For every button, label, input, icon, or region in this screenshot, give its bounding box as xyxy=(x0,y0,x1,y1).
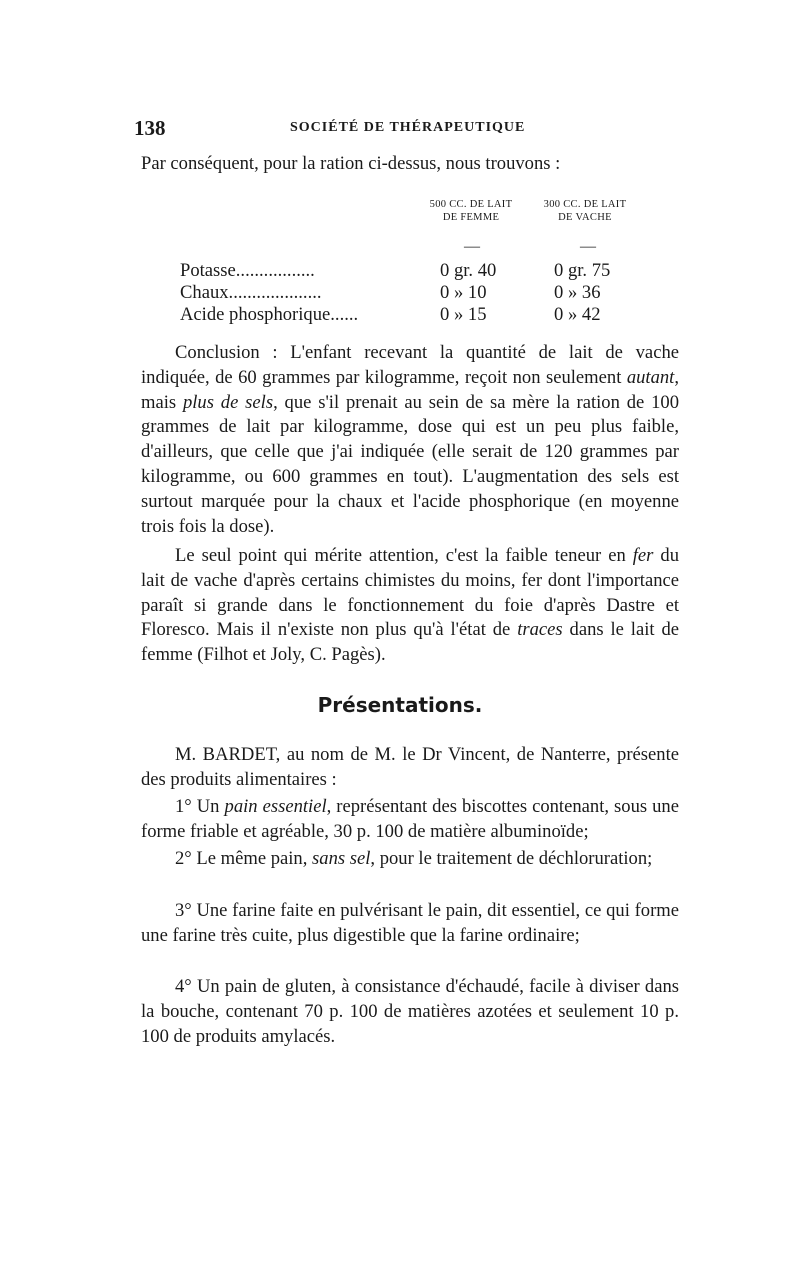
italic-run: traces xyxy=(517,619,563,641)
value-femme: 0 » 15 xyxy=(440,304,487,325)
conclusion-paragraph xyxy=(141,341,679,539)
italic-run: fer xyxy=(632,545,654,566)
value-femme: 0 gr. 40 xyxy=(440,260,497,281)
value-vache: 0 gr. 75 xyxy=(554,260,611,281)
column-header-line2: DE VACHE xyxy=(558,212,612,223)
text-run: , pour le traitement de déchloruration; xyxy=(370,848,653,869)
row-label: Acide phosphorique...... xyxy=(180,304,359,325)
italic-run: plus de sels xyxy=(182,391,274,413)
page-header xyxy=(0,116,800,146)
presentation-item-2 xyxy=(141,846,679,871)
row-label: Chaux.................... xyxy=(180,282,322,303)
value-vache: 0 » 36 xyxy=(554,282,601,303)
table-column-header-femme xyxy=(416,198,526,224)
column-dash: — xyxy=(464,238,480,255)
column-header-line2: DE FEMME xyxy=(442,212,500,223)
presentation-intro: M. BARDET, au nom de M. le Dr Vincent, de Nanterre, présente des produits alimentaires : xyxy=(141,744,679,790)
iron-paragraph xyxy=(141,544,679,668)
presentation-item-4: 4° Un pain de gluten, à consistance d'échaudé, facile à diviser dans la bouche, contenant 70 p. 100 de matières azotées et seulement 10 p. 100 de produits amylacés. xyxy=(141,976,679,1047)
presentation-item-1 xyxy=(141,794,679,844)
text-run: Conclusion : L'enfant recevant la quantité de lait de vache indiquée, de 60 grammes par kilogramme, reçoit non seulement xyxy=(141,342,679,388)
presentation-item-3: 3° Une farine faite en pulvérisant le pain, dit essentiel, ce qui forme une farine très cuite, plus digestible que la farine ordinaire; xyxy=(141,900,679,946)
section-heading: Présentations. xyxy=(317,693,483,717)
table-column-header-vache xyxy=(530,198,640,224)
value-femme: 0 » 10 xyxy=(440,282,487,303)
text-run: dans le lait de femme (Filhot et Joly, C. Pagès). xyxy=(141,619,679,666)
text-run: , que s'il prenait au sein de sa mère la ration de 100 grammes de lait par kilogramme, dose qui est un peu plus faible, d'ailleurs, que celle que j'ai indiquée (elle serait de 120 grammes par kilogramme, ou 600 grammes en tout). L'augmentation des sels est surtout marquée pour la chaux et l'acide phosphorique (en moyenne trois fois la dose). xyxy=(141,391,679,537)
running-head: SOCIÉTÉ DE THÉRAPEUTIQUE xyxy=(290,120,526,135)
text-run: , représentant des biscottes contenant, sous une forme friable et agréable, 30 p. 100 de matière albuminoïde; xyxy=(141,796,679,842)
row-label: Potasse................. xyxy=(180,260,315,281)
italic-run: autant xyxy=(626,366,675,388)
text-run: 1° Un xyxy=(175,796,225,817)
page-number: 138 xyxy=(134,116,166,140)
column-header-line1: 500 CC. DE LAIT xyxy=(429,199,513,210)
column-dash: — xyxy=(580,238,596,255)
text-run: du lait de vache d'après certains chimistes du moins, fer dont l'importance paraît si grande dans le fonctionnement du foie d'après Dastre et Floresco. Mais il n'existe non plus qu'à l'état de xyxy=(141,545,679,641)
text-run: 2° Le même pain, xyxy=(175,848,313,869)
intro-sentence: Par conséquent, pour la ration ci-dessus, nous trouvons : xyxy=(141,153,561,174)
column-header-line1: 300 CC. DE LAIT xyxy=(543,199,627,210)
italic-run: pain essentiel xyxy=(224,796,327,817)
text-run: , mais xyxy=(141,366,679,413)
text-run: Le seul point qui mérite attention, c'est la faible teneur en xyxy=(175,545,633,566)
value-vache: 0 » 42 xyxy=(554,304,601,325)
italic-run: sans sel xyxy=(312,848,371,869)
